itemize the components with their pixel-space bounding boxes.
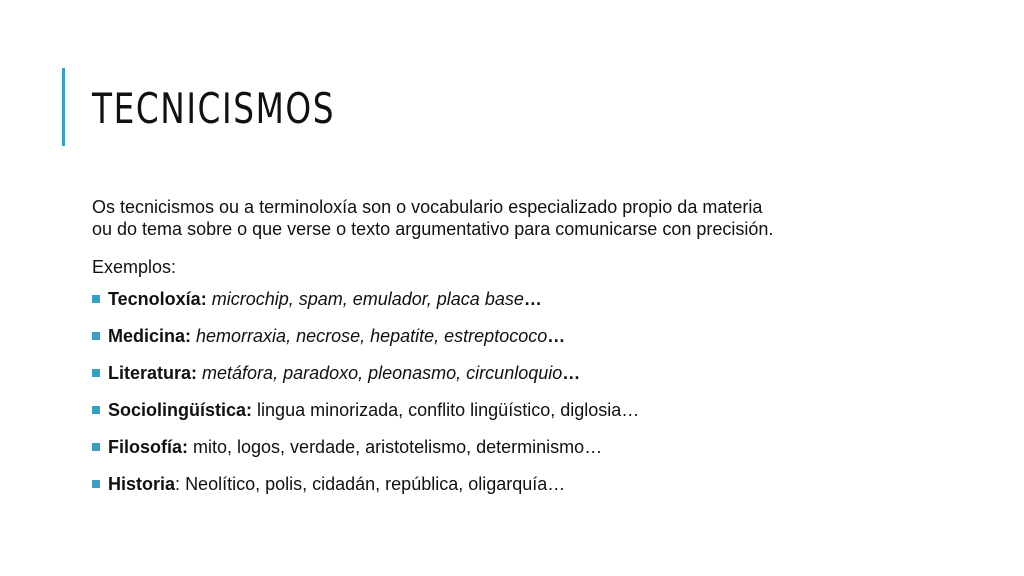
item-separator: : <box>175 474 181 494</box>
item-term: Literatura: <box>108 363 198 383</box>
intro-line-1: Os tecnicismos ou a terminoloxía son o vocabulario especializado propio da materia <box>92 197 763 217</box>
item-term: Tecnoloxía: <box>108 289 207 309</box>
item-ellipsis: … <box>562 363 581 383</box>
list-item-literatura <box>92 362 922 384</box>
item-words: lingua minorizada, conflito lingüístico, diglosia <box>257 400 622 420</box>
square-bullet-icon <box>92 295 100 303</box>
square-bullet-icon <box>92 480 100 488</box>
item-words: mito, logos, verdade, aristotelismo, determinismo <box>193 437 585 457</box>
square-bullet-icon <box>92 332 100 340</box>
item-words: hemorraxia, necrose, hepatite, estreptococo <box>196 326 548 346</box>
square-bullet-icon <box>92 443 100 451</box>
list-item-medicina <box>92 325 922 347</box>
item-ellipsis: … <box>547 474 566 494</box>
square-bullet-icon <box>92 406 100 414</box>
item-term: Filosofía: <box>108 437 188 457</box>
list-item-sociolinguistica <box>92 399 922 421</box>
item-ellipsis: … <box>523 289 542 309</box>
examples-list <box>92 288 922 495</box>
item-words: Neolítico, polis, cidadán, república, oligarquía <box>185 474 548 494</box>
slide-body <box>92 196 922 510</box>
item-ellipsis: … <box>621 400 640 420</box>
list-item-historia <box>92 473 922 495</box>
item-words: metáfora, paradoxo, pleonasmo, circunloquio <box>202 363 563 383</box>
intro-paragraph <box>92 196 922 240</box>
slide-title: TECNICISMOS <box>92 84 336 133</box>
item-term: Historia <box>108 474 176 494</box>
intro-line-2: ou do tema sobre o que verse o texto argumentativo para comunicarse con precisión. <box>92 219 774 239</box>
item-ellipsis: … <box>547 326 566 346</box>
examples-label: Exemplos: <box>92 257 177 277</box>
title-accent-bar <box>62 68 65 146</box>
item-ellipsis: … <box>584 437 603 457</box>
item-words: microchip, spam, emulador, placa base <box>211 289 524 309</box>
list-item-filosofia <box>92 436 922 458</box>
list-item-tecnoloxia <box>92 288 922 310</box>
item-term: Sociolingüística: <box>108 400 253 420</box>
item-term: Medicina: <box>108 326 192 346</box>
square-bullet-icon <box>92 369 100 377</box>
